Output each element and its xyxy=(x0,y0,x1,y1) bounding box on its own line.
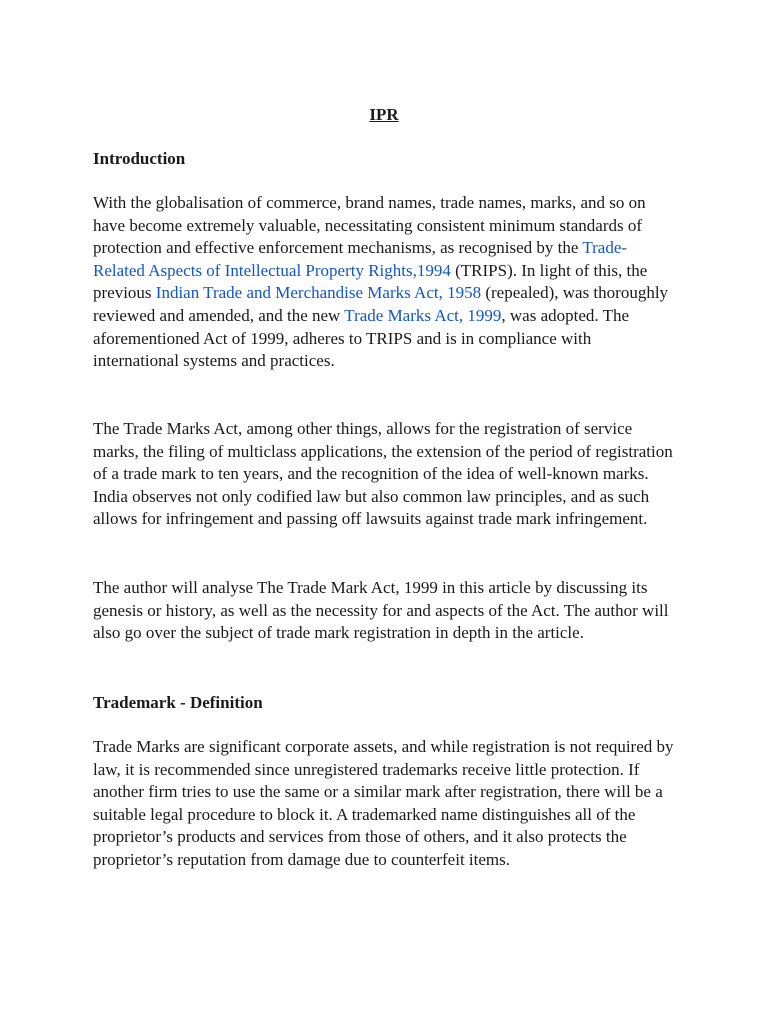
introduction-heading: Introduction xyxy=(93,149,186,168)
intro-paragraph xyxy=(93,192,678,373)
author-paragraph: The author will analyse The Trade Mark Act, 1999 in this article by discussing its genesis or history, as well as the necessity for and aspects of the Act. The author will also go over the subject of trade mark registration in depth in the article. xyxy=(93,578,669,643)
definition-heading: Trademark - Definition xyxy=(93,693,263,712)
trade-marks-act-paragraph: The Trade Marks Act, among other things, allows for the registration of service marks, the filing of multiclass applications, the extension of the period of registration of a trade mark to ten years, and the recognition of the idea of well-known marks. India observes not only codified law but also common law principles, and as such allows for infringement and passing off lawsuits against trade mark infringement. xyxy=(93,419,673,529)
intro-text-2: (TRIPS). In light of this, the previous xyxy=(93,260,648,303)
definition-paragraph: Trade Marks are significant corporate assets, and while registration is not required by law, it is recommended since unregistered trademarks receive little protection. If another firm tries to use the same or a similar mark after registration, there will be a suitable legal procedure to block it. A trademarked name distinguishes all of the proprietor’s products and services from those of others, and it also protects the proprietor’s reputation from damage due to counterfeit items. xyxy=(93,737,674,869)
intro-text-1: With the globalisation of commerce, brand names, trade names, marks, and so on have become extremely valuable, necessitating consistent minimum standards of protection and effective enforcement mechanisms, as recognised by the xyxy=(93,193,646,258)
document-title: IPR xyxy=(369,105,399,124)
merchandise-marks-act-link[interactable]: Indian Trade and Merchandise Marks Act, 1958 xyxy=(155,283,482,303)
intro-text-3: (repealed), was thoroughly reviewed and amended, and the new xyxy=(93,283,669,325)
trips-link[interactable]: Trade-Related Aspects of Intellectual Property Rights,1994 xyxy=(93,238,628,280)
trade-marks-act-link[interactable]: Trade Marks Act, 1999 xyxy=(344,305,502,325)
intro-text-4: , was adopted. The aforementioned Act of 1999, adheres to TRIPS and is in compliance with international systems and practices. xyxy=(93,305,629,371)
